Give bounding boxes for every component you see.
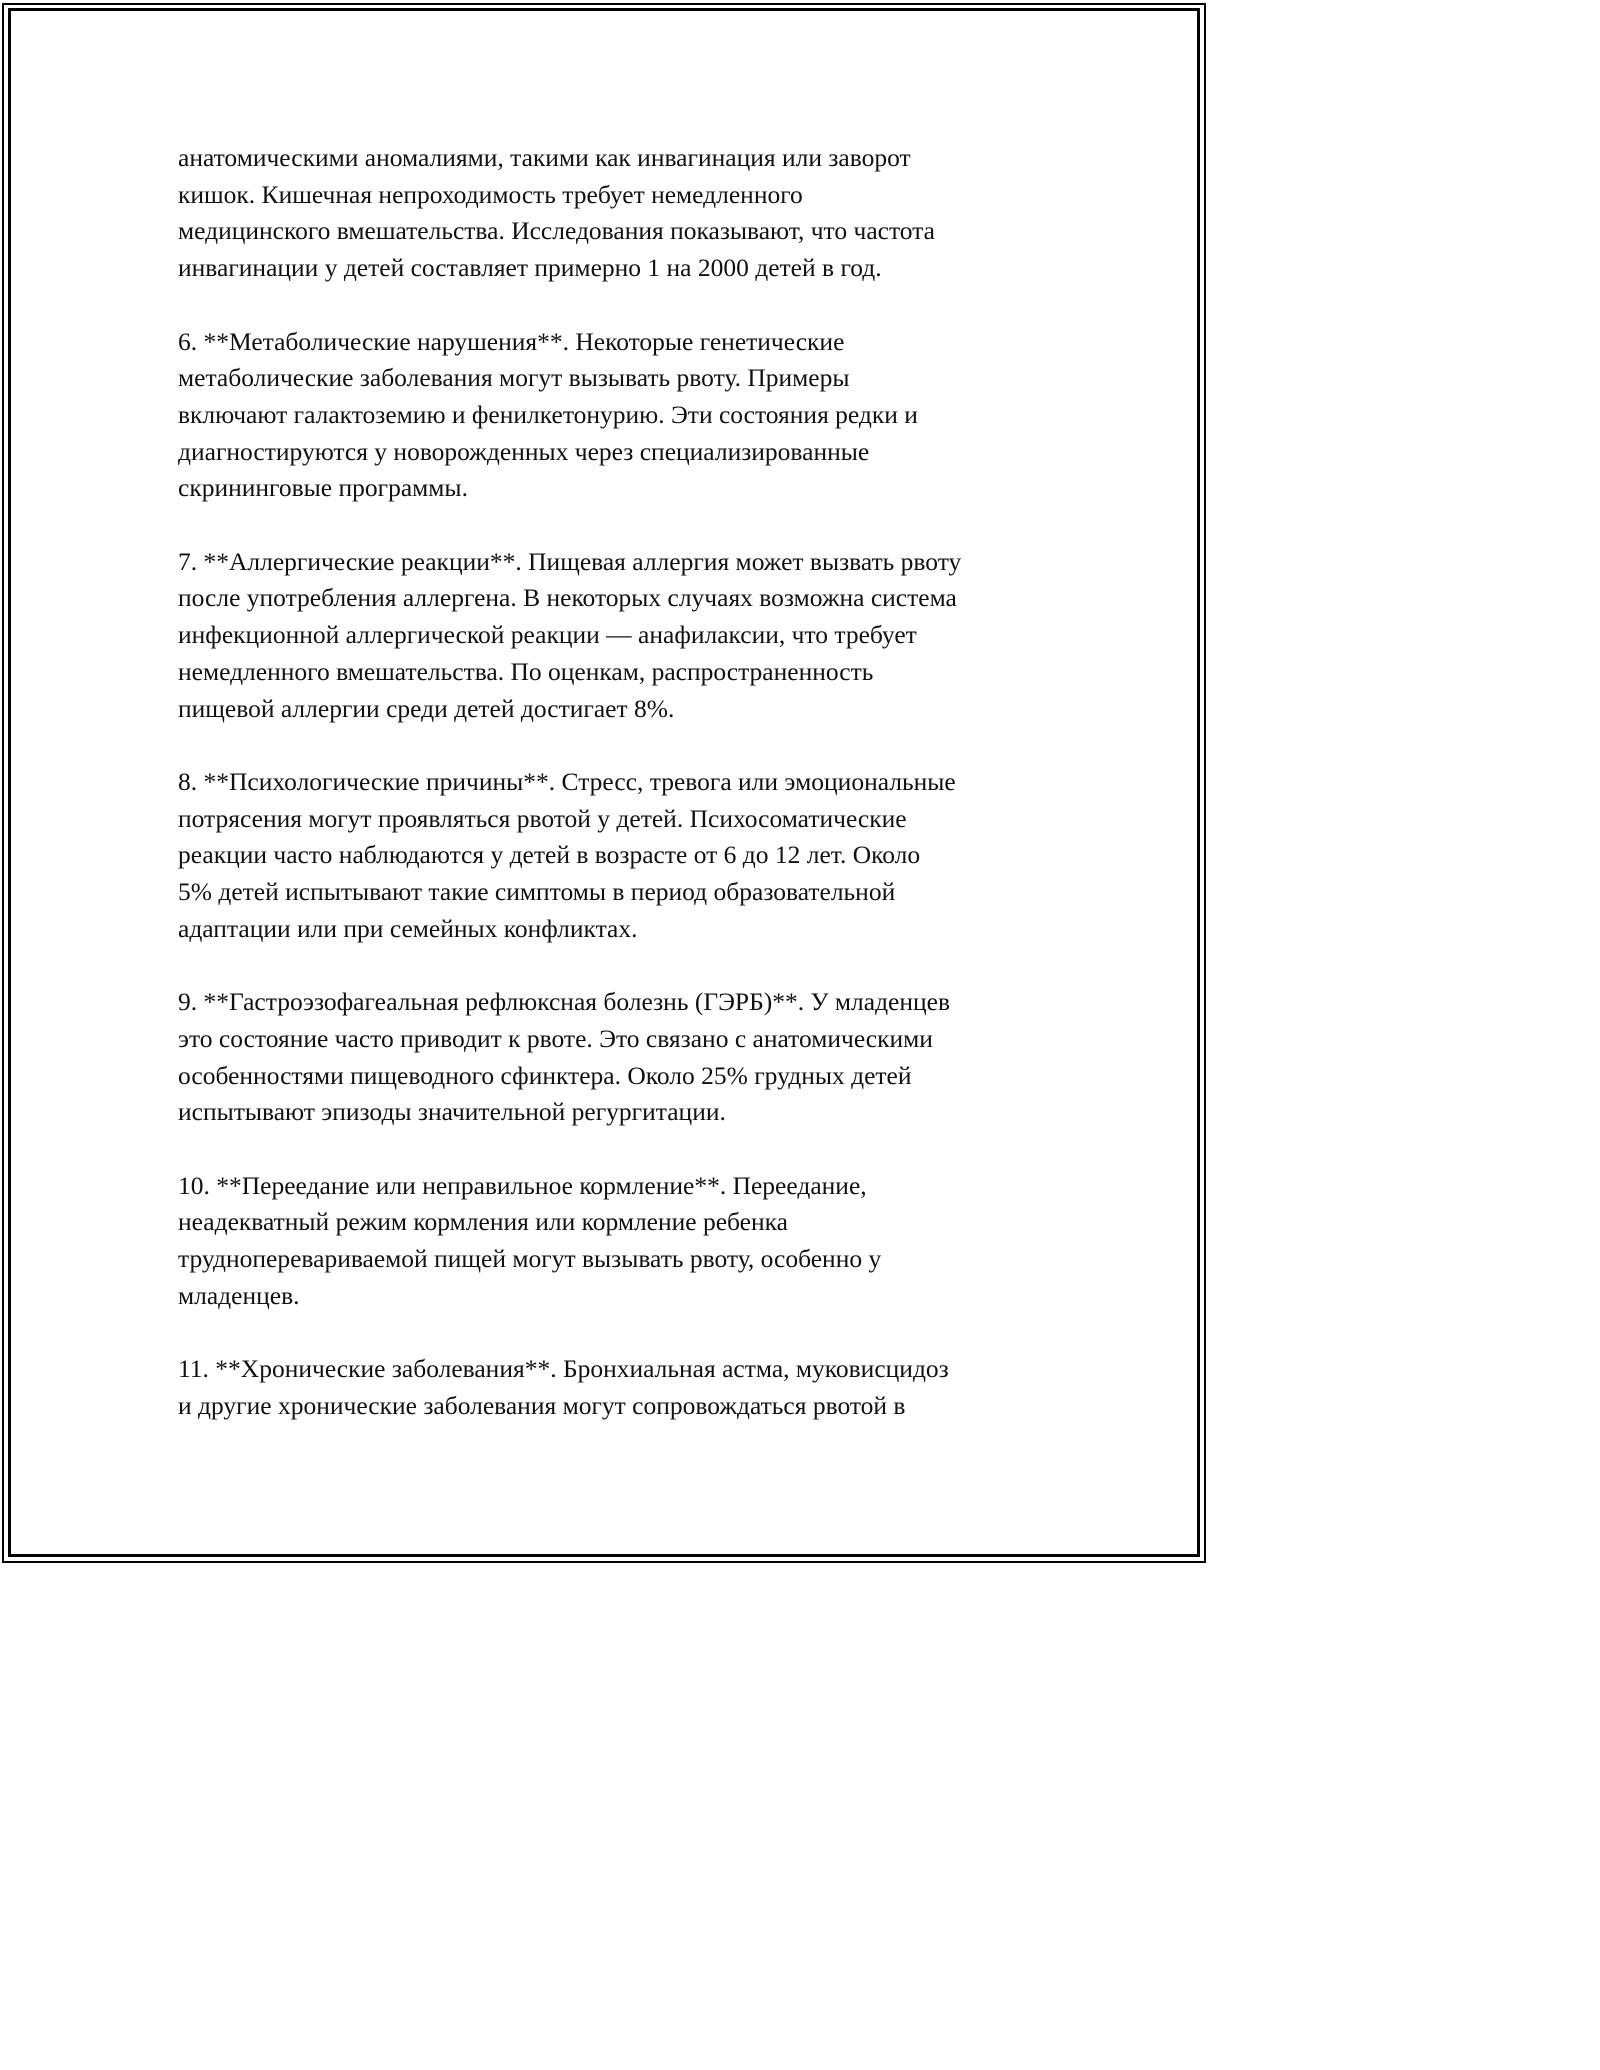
text-line: инфекционной аллергической реакции — анафилаксии, что требует	[178, 620, 917, 650]
text-line: 7. **Аллергические реакции**. Пищевая аллергия может вызвать рвоту	[178, 546, 962, 576]
text-line: младенцев.	[178, 1280, 300, 1310]
text-line: скрининговые программы.	[178, 473, 468, 503]
text-line: неадекватный режим кормления или кормление ребенка	[178, 1207, 788, 1237]
text-line: 5% детей испытывают такие симптомы в период образовательной	[178, 877, 896, 907]
text-line: и другие хронические заболевания могут сопровождаться рвотой в	[178, 1390, 906, 1420]
text-line: трудноперевариваемой пищей могут вызывать рвоту, особенно у	[178, 1244, 882, 1274]
paragraph-item-8	[178, 764, 1038, 948]
text-line: инвагинации у детей составляет примерно 1 на 2000 детей в год.	[178, 253, 882, 283]
text-line: адаптации или при семейных конфликтах.	[178, 913, 638, 943]
text-line: особенностями пищеводного сфинктера. Около 25% грудных детей	[178, 1060, 912, 1090]
paragraph-item-11	[178, 1351, 1038, 1424]
paragraph-item-7	[178, 544, 1038, 728]
text-line: медицинского вмешательства. Исследования показывают, что частота	[178, 216, 935, 246]
text-line: потрясения могут проявляться рвотой у детей. Психосоматические	[178, 803, 907, 833]
document-body	[178, 140, 1038, 1461]
text-line: это состояние часто приводит к рвоте. Это связано с анатомическими	[178, 1023, 933, 1053]
text-line: испытывают эпизоды значительной регургитации.	[178, 1097, 726, 1127]
text-line: реакции часто наблюдаются у детей в возрасте от 6 до 12 лет. Около	[178, 840, 921, 870]
text-line: включают галактоземию и фенилкетонурию. Эти состояния редки и	[178, 399, 918, 429]
text-line: 6. **Метаболические нарушения**. Некоторые генетические	[178, 326, 845, 356]
paragraph-item-6	[178, 324, 1038, 508]
text-line: после употребления аллергена. В некоторых случаях возможна система	[178, 583, 957, 613]
paragraph-item-10	[178, 1168, 1038, 1315]
text-line: 8. **Психологические причины**. Стресс, тревога или эмоциональные	[178, 766, 956, 796]
paragraph-intestinal-obstruction-continued	[178, 140, 1038, 287]
text-line: метаболические заболевания могут вызывать рвоту. Примеры	[178, 363, 850, 393]
text-line: 11. **Хронические заболевания**. Бронхиальная астма, муковисцидоз	[178, 1354, 949, 1384]
text-line: кишок. Кишечная непроходимость требует немедленного	[178, 179, 803, 209]
text-line: 9. **Гастроэзофагеальная рефлюксная болезнь (ГЭРБ)**. У младенцев	[178, 987, 951, 1017]
text-line: 10. **Переедание или неправильное кормление**. Переедание,	[178, 1170, 867, 1200]
text-line: диагностируются у новорожденных через специализированные	[178, 436, 870, 466]
text-line: пищевой аллергии среди детей достигает 8%.	[178, 693, 675, 723]
text-line: анатомическими аномалиями, такими как инвагинация или заворот	[178, 143, 911, 172]
text-line: немедленного вмешательства. По оценкам, распространенность	[178, 656, 874, 686]
paragraph-item-9	[178, 984, 1038, 1131]
